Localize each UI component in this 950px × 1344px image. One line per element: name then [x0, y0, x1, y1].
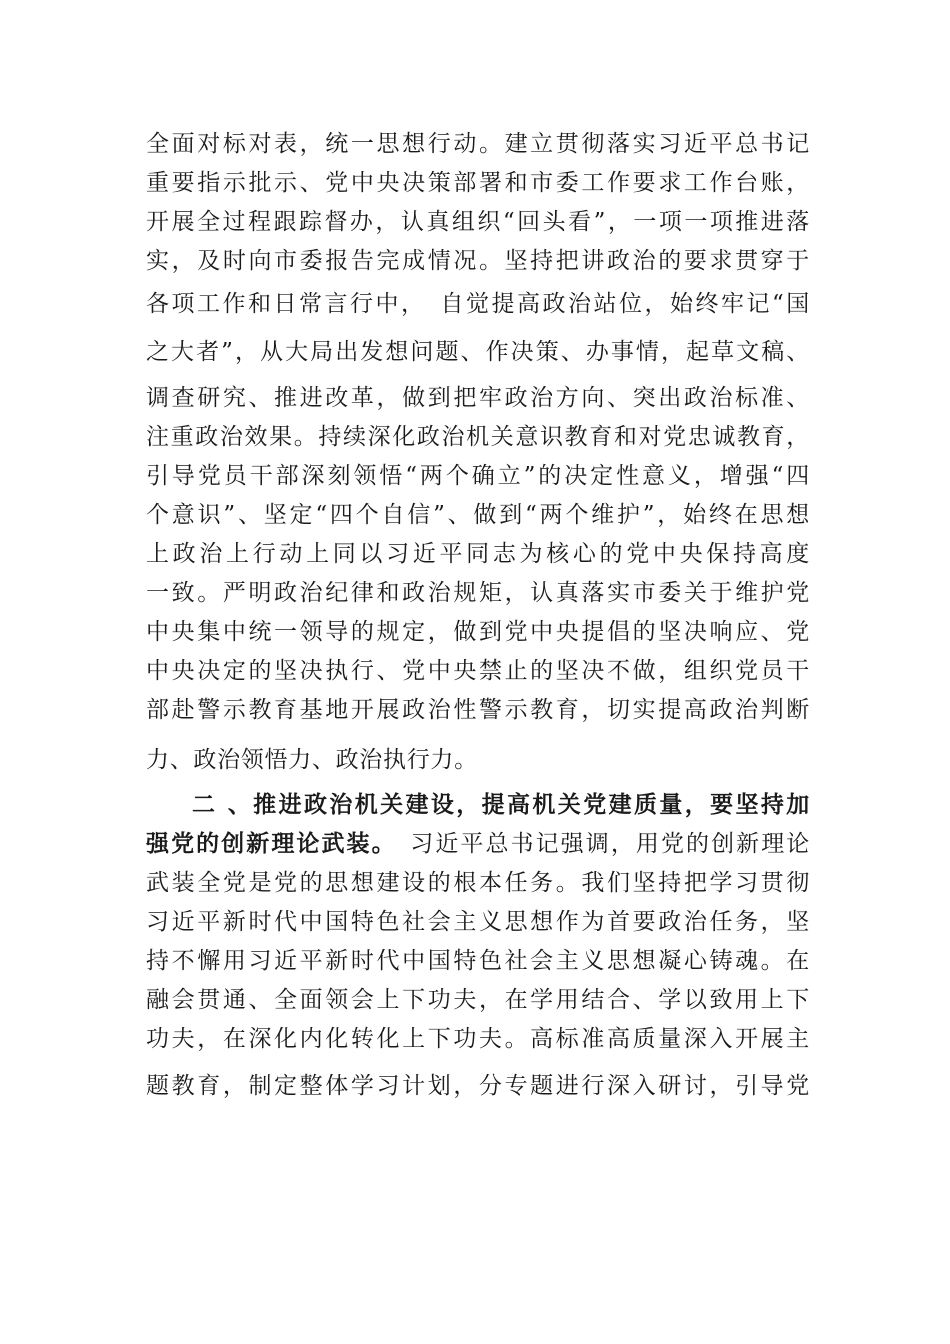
- paragraph-line: 一致。严明政治纪律和政治规矩，认真落实市委关于维护党: [146, 580, 810, 606]
- paragraph-line: 习近平新时代中国特色社会主义思想作为首要政治任务，坚: [146, 909, 810, 935]
- section-heading-continued: 强党的创新理论武装。: [146, 831, 386, 857]
- paragraph-line: 题教育，制定整体学习计划，分专题进行深入研讨，引导党: [146, 1073, 810, 1099]
- paragraph-line: 武装全党是党的思想建设的根本任务。我们坚持把学习贯彻: [146, 870, 810, 896]
- paragraph-line: 重要指示批示、党中央决策部署和市委工作要求工作台账，: [146, 170, 810, 196]
- paragraph-line: 力、政治领悟力、政治执行力。: [146, 747, 478, 773]
- paragraph-line: 引导党员干部深刻领悟“两个确立”的决定性意义，增强“四: [146, 463, 810, 489]
- paragraph-line: 上政治上行动上同以习近平同志为核心的党中央保持高度: [146, 541, 810, 567]
- paragraph-line: 全面对标对表，统一思想行动。建立贯彻落实习近平总书记: [146, 131, 810, 157]
- paragraph-line: 部赴警示教育基地开展政治性警示教育，切实提高政治判断: [146, 697, 810, 723]
- paragraph-line: 融会贯通、全面领会上下功夫，在学用结合、学以致用上下: [146, 987, 810, 1013]
- paragraph-text: 习近平总书记强调，用党的创新理论: [385, 831, 811, 857]
- paragraph-line: 调查研究、推进改革，做到把牢政治方向、突出政治标准、: [146, 385, 810, 411]
- paragraph-line: 之大者”，从大局出发想问题、作决策、办事情，起草文稿、: [146, 339, 810, 365]
- paragraph-line: 实，及时向市委报告完成情况。坚持把讲政治的要求贯穿于: [146, 248, 810, 274]
- paragraph-line: 各项工作和日常言行中， 自觉提高政治站位，始终牢记“国: [146, 291, 810, 317]
- paragraph-line: 功夫，在深化内化转化上下功夫。高标准高质量深入开展主: [146, 1026, 810, 1052]
- paragraph-line: [146, 824, 810, 864]
- paragraph-line: 开展全过程跟踪督办，认真组织“回头看”，一项一项推进落: [146, 209, 810, 235]
- paragraph-line: 注重政治效果。持续深化政治机关意识教育和对党忠诚教育，: [146, 424, 810, 450]
- paragraph-line: 中央决定的坚决执行、党中央禁止的坚决不做，组织党员干: [146, 658, 810, 684]
- paragraph-line: 中央集中统一领导的规定，做到党中央提倡的坚决响应、党: [146, 619, 810, 645]
- paragraph-line: 持不懈用习近平新时代中国特色社会主义思想凝心铸魂。在: [146, 948, 810, 974]
- paragraph-line: 个意识”、坚定“四个自信”、做到“两个维护”，始终在思想: [146, 502, 810, 528]
- section-heading: 二 、推进政治机关建设，提高机关党建质量，要坚持加: [192, 792, 810, 818]
